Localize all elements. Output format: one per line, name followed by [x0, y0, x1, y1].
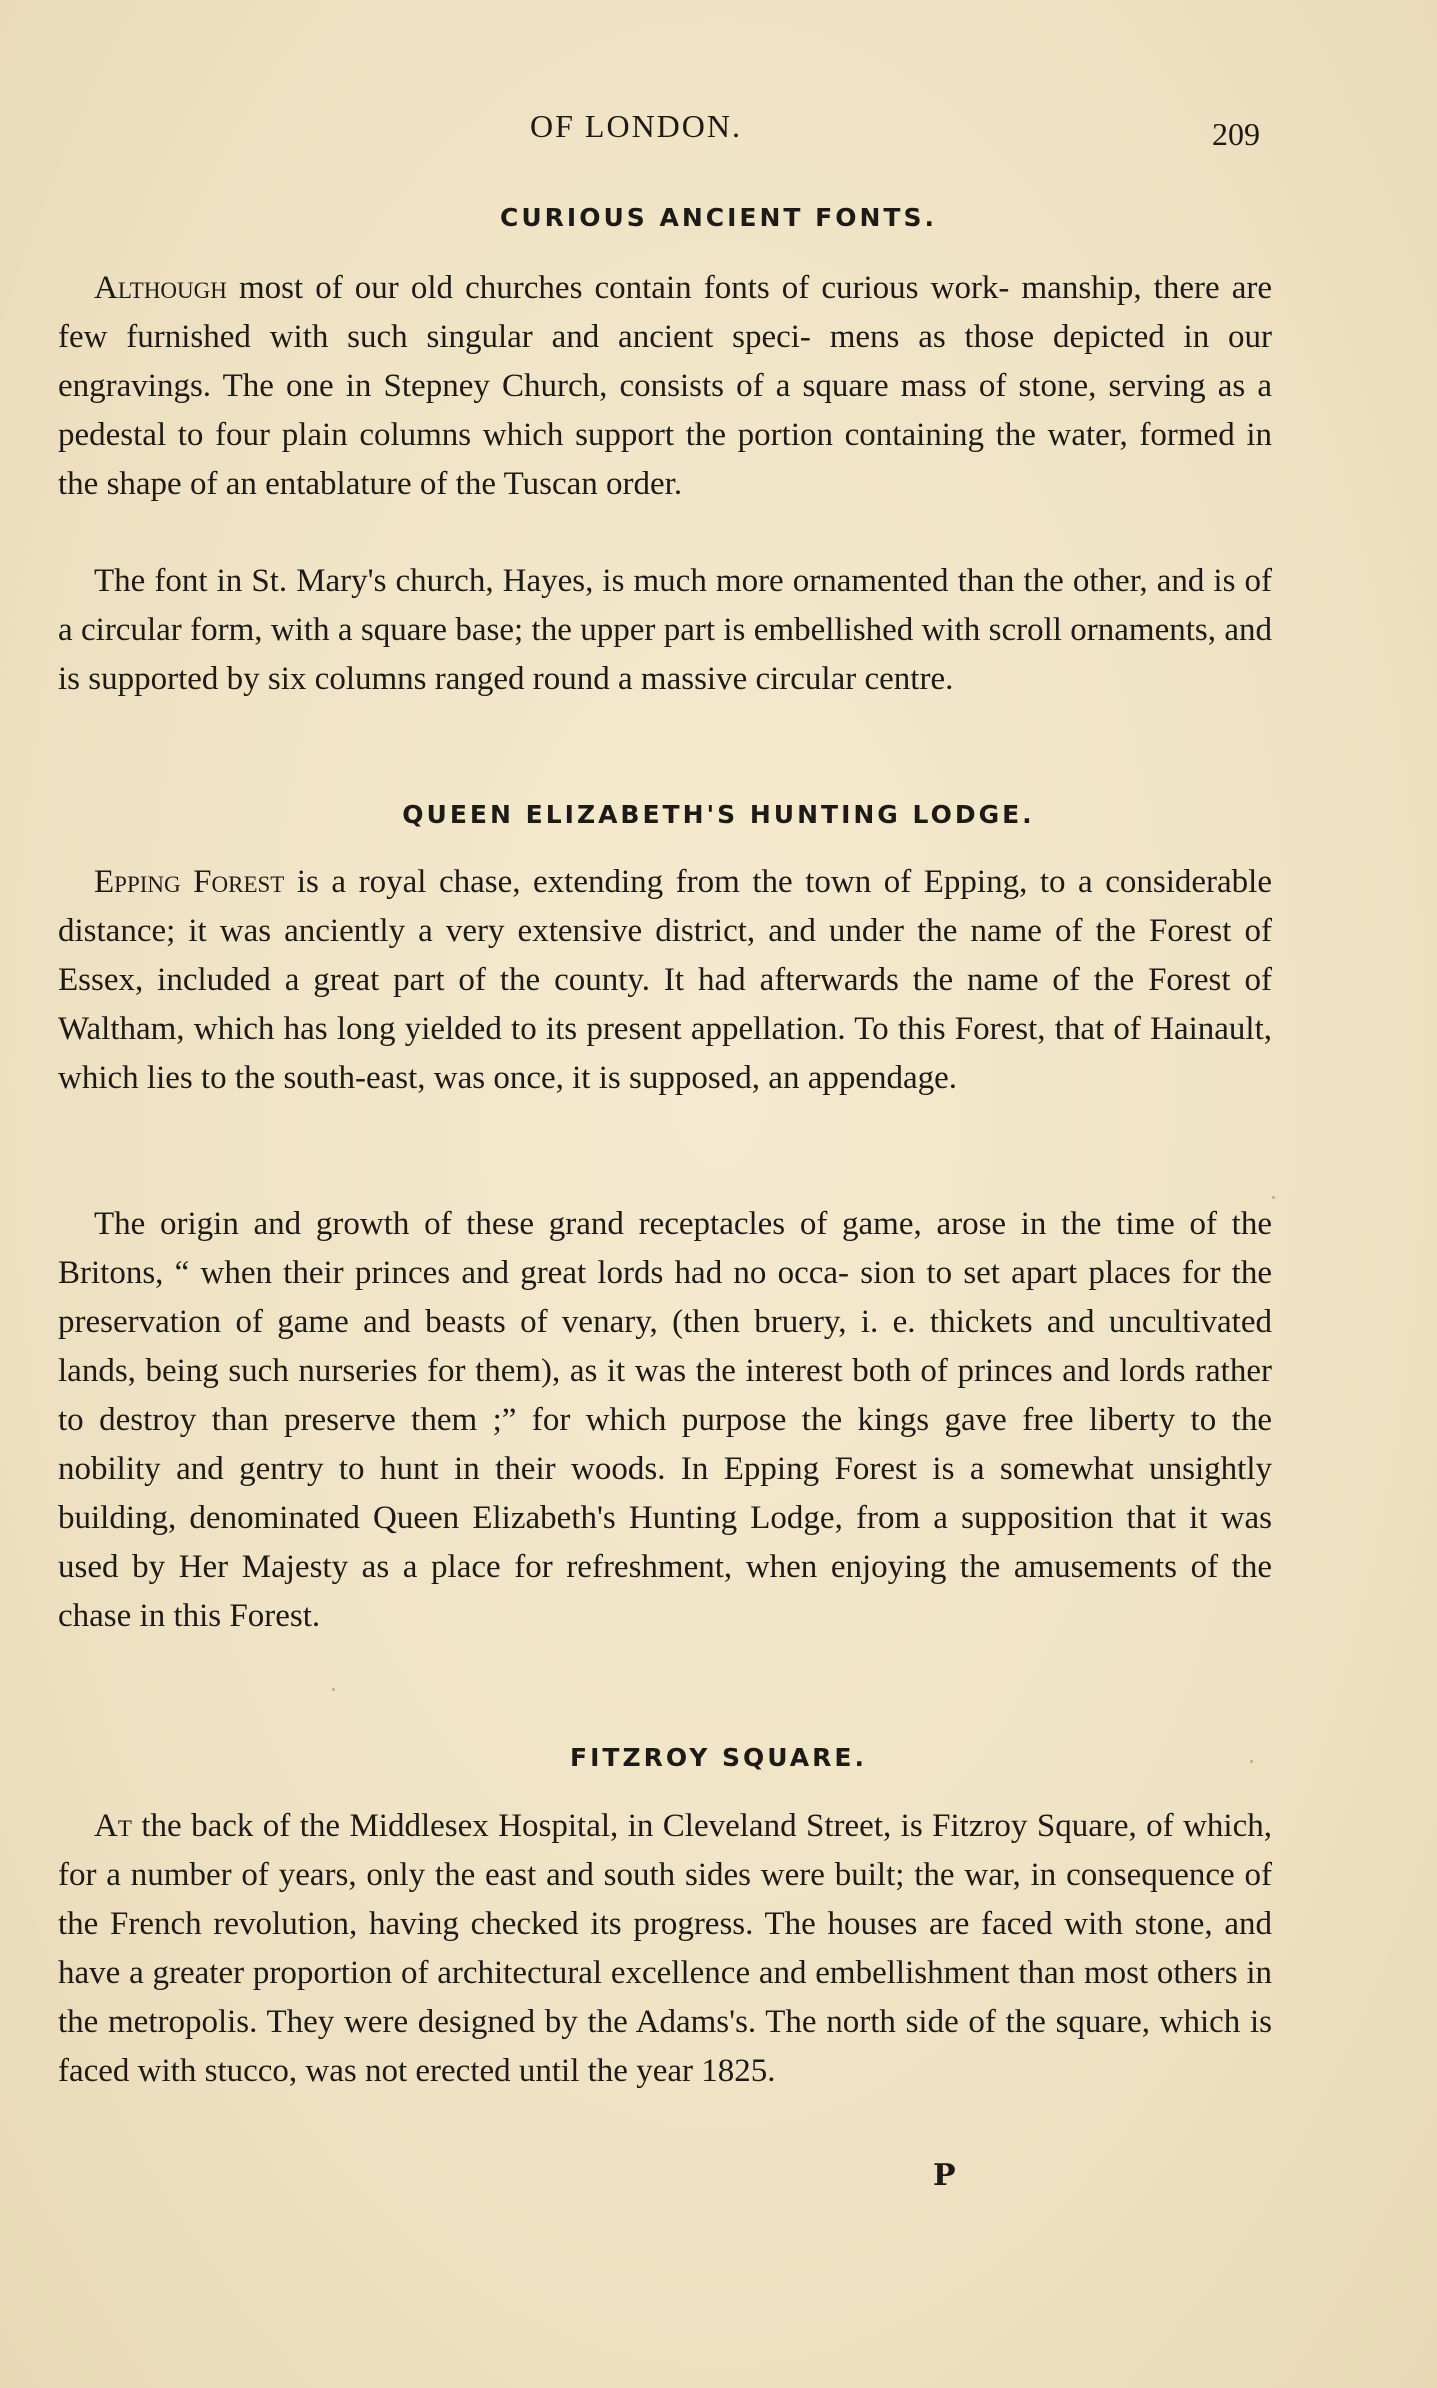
- paragraph-text: most of our old churches contain fonts of curious work- manship, there are few furnished with such singular and ancient speci- mens as those depicted in our engravings. The one in Stepney Church, consists of a square mass of stone, serving as a pedestal to four plain columns which support the portion containing the water, formed in the shape of an entablature of the Tuscan order.: [58, 270, 1272, 502]
- paragraph-fitzroy-1: [58, 1802, 1272, 2096]
- running-head: [0, 108, 1437, 152]
- section-heading-curious-ancient-fonts: CURIOUS ANCIENT FONTS.: [500, 203, 937, 232]
- paragraph-text: The font in St. Mary's church, Hayes, is much more ornamented than the other, and is of a circular form, with a square base; the upper part is embellished with scroll ornaments, and is supported by six columns ranged round a massive circular centre.: [58, 563, 1272, 697]
- paragraph-text: is a royal chase, extending from the town of Epping, to a considerable distance; it was anciently a very extensive district, and under the name of the Forest of Essex, included a great part of the county. It had afterwards the name of the Forest of Waltham, which has long yielded to its present appellation. To this Forest, that of Hainault, which lies to the south-east, was once, it is supposed, an appendage.: [58, 864, 1272, 1096]
- paragraph-fonts-1: [58, 264, 1272, 509]
- paragraph-lead: Epping Forest: [94, 864, 285, 900]
- paragraph-fonts-2: [58, 557, 1272, 704]
- section-heading-fitzroy-square: FITZROY SQUARE.: [570, 1743, 867, 1772]
- paper-speck: [1272, 1196, 1275, 1199]
- running-title: OF LONDON.: [530, 108, 742, 144]
- paragraph-lodge-1: [58, 858, 1272, 1103]
- paragraph-text: The origin and growth of these grand receptacles of game, arose in the time of the Britons, “ when their princes and great lords had no occa- sion to set apart places for the preservation of game and beasts of venary, (then bruery, i. e. thickets and uncultivated lands, being such nurseries for them), as it was the interest both of princes and lords rather to destroy than preserve them ;” for which purpose the kings gave free liberty to the nobility and gentry to hunt in their woods. In Epping Forest is a somewhat unsightly building, denominated Queen Elizabeth's Hunting Lodge, from a supposition that it was used by Her Majesty as a place for refreshment, when enjoying the amusements of the chase in this Forest.: [58, 1206, 1272, 1634]
- paper-speck: [1250, 1760, 1253, 1763]
- paragraph-lodge-2: [58, 1200, 1272, 1641]
- paragraph-lead: At: [94, 1808, 132, 1844]
- paragraph-lead: Although: [94, 270, 227, 306]
- paper-speck: [332, 1688, 335, 1691]
- section-heading-hunting-lodge: QUEEN ELIZABETH'S HUNTING LODGE.: [402, 800, 1035, 829]
- page-number: 209: [1212, 116, 1260, 152]
- signature-mark: P: [933, 2158, 956, 2193]
- paragraph-text: the back of the Middlesex Hospital, in Cleveland Street, is Fitzroy Square, of which, for a number of years, only the east and south sides were built; the war, in consequence of the French revolution, having checked its progress. The houses are faced with stone, and have a greater proportion of architectural excellence and embellishment than most others in the metropolis. They were designed by the Adams's. The north side of the square, which is faced with stucco, was not erected until the year 1825.: [58, 1808, 1272, 2089]
